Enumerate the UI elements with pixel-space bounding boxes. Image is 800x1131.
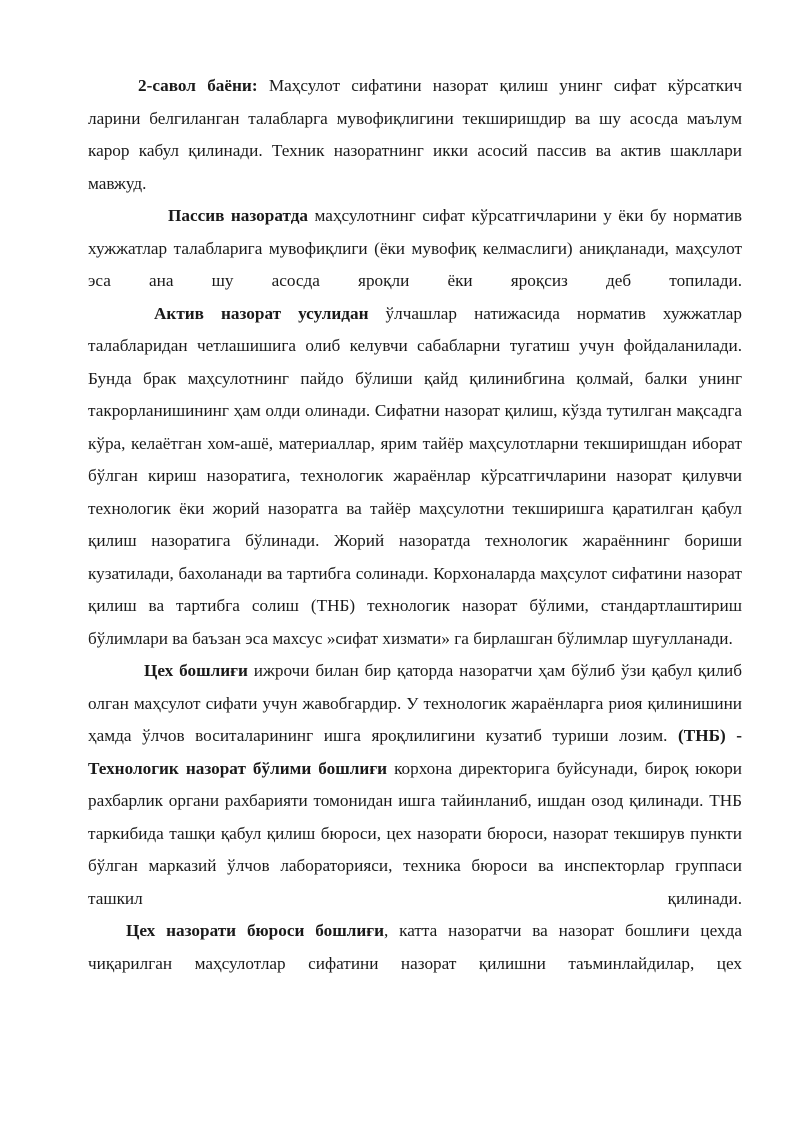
paragraph-shop-head [88,655,742,915]
term-shop-control-bureau-head: Цех назорати бюроси бошлиғи [126,921,384,940]
paragraph-text: , катта назоратчи ва назорат бошлиғи цехда чиқарилган маҳсулотлар сифатини назорат қилишни таъминлайдилар, цех [88,921,742,973]
question-heading: 2-савол баёни: [138,76,258,95]
document-page [88,70,742,980]
paragraph-text: корхона директорига буйсунади, бироқ юкори рахбарлик органи рахбарияти томонидан ишга тайинланиб, ишдан озод қилинади. ТНБ таркибида ташқи қабул қилиш бюроси, цех назорати бюроси, назорат текширув пункти бўлган марказий ўлчов лабораторияси, техника бюроси ва инспекторлар группаси ташкил қилинади. [88,758,742,908]
term-passive-control: Пассив назоратда [168,206,308,225]
paragraph-text: ижрочи билан бир қаторда назоратчи ҳам бўлиб ўзи қабул қилиб олган маҳсулот сифати учун жавобгардир. У технологик жараёнларга риоя қилинишини ҳамда ўлчов воситаларининг ишга яроқлилигини кузатиб туриши лозим. [88,661,742,745]
term-active-control: Актив назорат усулидан [154,303,369,323]
paragraph-active-control [88,298,742,656]
term-shop-head: Цех бошлиғи [144,661,248,680]
paragraph-question-statement [88,70,742,200]
paragraph-text: Маҳсулот сифатини назорат қилиш унинг сифат кўрсаткич ларини белгиланган талабларга мувофиқлигини текширишдир ва шу асосда маълум карор кабул қилинади. Техник назоратнинг икки асосий пассив ва актив шакллари мавжуд. [88,76,742,193]
paragraph-text: ўлчашлар натижасида норматив хужжатлар талабларидан четлашишига олиб келувчи сабабларни тугатиш учун фойдаланилади. Бунда брак маҳсулотнинг пайдо бўлиши қайд қилинибгина қолмай, балки унинг такрорланишининг ҳам олди олинади. Сифатни назорат қилиш, кўзда тутилган мақсадга кўра, келаётган хом-ашё, материаллар, ярим тайёр маҳсулотларни текширишдан иборат бўлган кириш назоратига, технологик жараёнлар кўрсатгичларини назорат қилувчи технологик ёки жорий назоратга ва тайёр маҳсулотни текширишга қаратилган қабул қилиш назоратига бўлинади. Жорий назоратда технологик жараённинг бориши кузатилади, бахоланади ва тартибга солинади. Корхоналарда маҳсулот сифатини назорат қилиш ва тартибга солиш (ТНБ) технологик назорат бўлими, стандартлаштириш бўлимлари ва баъзан эса махсус »сифат хизмати» га бирлашган бўлимлар шуғулланади. [88,303,742,648]
paragraph-shop-control-bureau [88,915,742,980]
paragraph-passive-control [88,200,742,298]
paragraph-text: маҳсулотнинг сифат кўрсатгичларини у ёки бу норматив хужжатлар талабларига мувофиқлиги (ёки мувофиқ келмаслиги) аниқланади, маҳсулот эса ана шу асосда яроқли ёки яроқсиз деб топилади. [88,206,743,290]
term-tnb-head: (ТНБ) - Технологик назорат бўлими бошлиғи [88,726,742,778]
